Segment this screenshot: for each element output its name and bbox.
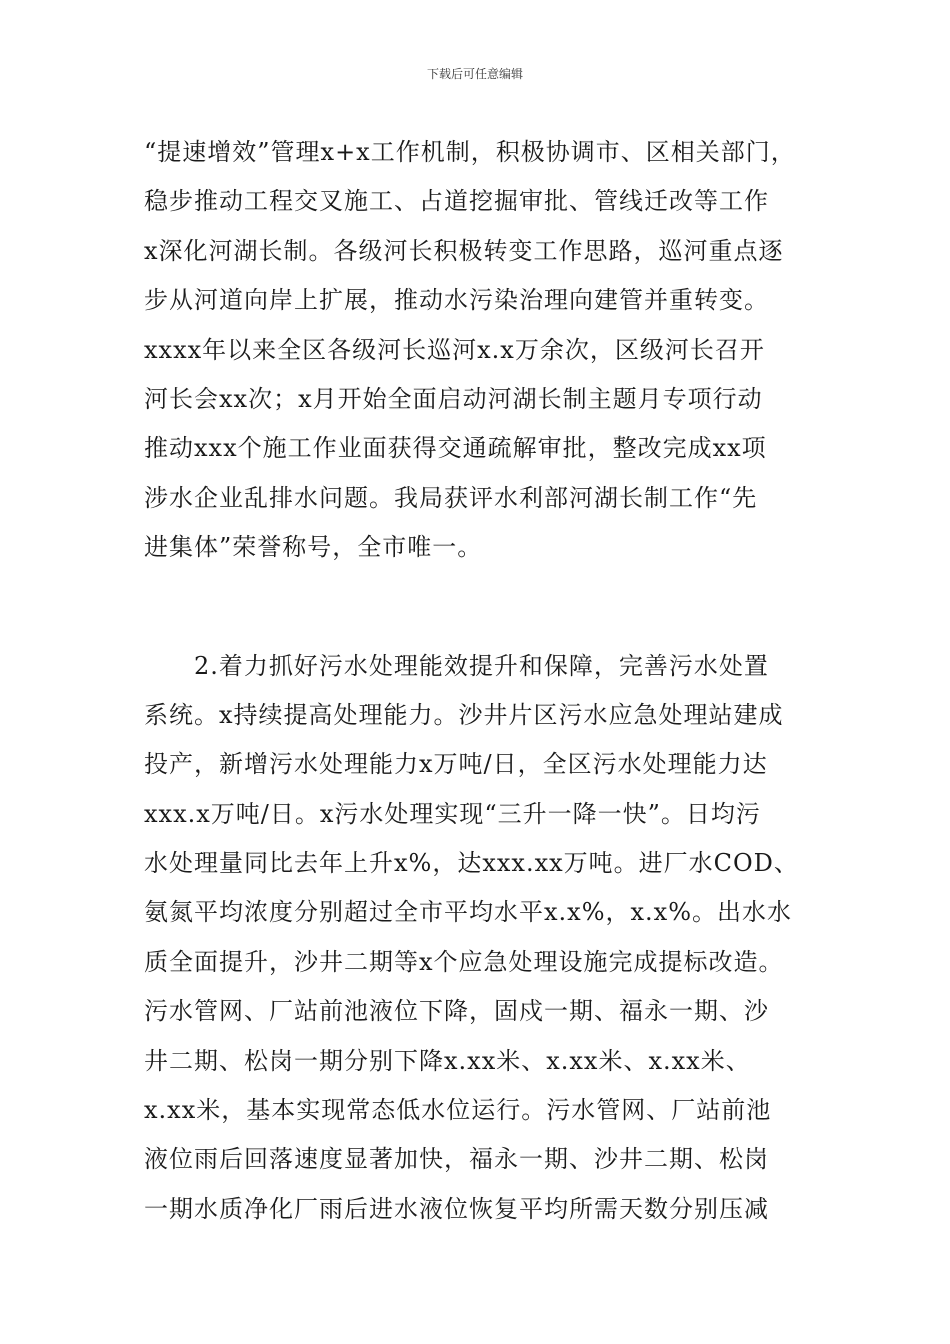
text-line: 污水管网、厂站前池液位下降，固戍一期、福永一期、沙 <box>144 997 769 1026</box>
text-line: 2.着力抓好污水处理能效提升和保障，完善污水处置 <box>194 651 769 680</box>
text-line: 步从河道向岸上扩展，推动水污染治理向建管并重转变。 <box>144 286 769 315</box>
text-line: 系统。x持续提高处理能力。沙井片区污水应急处理站建成 <box>144 700 784 729</box>
text-line: 进集体”荣誉称号，全市唯一。 <box>144 533 483 562</box>
paragraph-gap <box>144 573 824 642</box>
text-line: 一期水质净化厂雨后进水液位恢复平均所需天数分别压减 <box>144 1194 769 1223</box>
text-line: 投产，新增污水处理能力x万吨/日，全区污水处理能力达 <box>144 750 768 779</box>
text-line: 推动xxx个施工作业面获得交通疏解审批，整改完成xx项 <box>144 434 767 463</box>
text-line: 质全面提升，沙井二期等x个应急处理设施完成提标改造。 <box>144 947 784 976</box>
text-line: 涉水企业乱排水问题。我局获评水利部河湖长制工作“先 <box>144 483 758 512</box>
text-line: x.xx米，基本实现常态低水位运行。污水管网、厂站前池 <box>144 1096 772 1125</box>
text-line: 液位雨后回落速度显著加快，福永一期、沙井二期、松岗 <box>144 1145 769 1174</box>
text-line: 河长会xx次；x月开始全面启动河湖长制主题月专项行动 <box>144 384 763 413</box>
text-line: 稳步推动工程交叉施工、占道挖掘审批、管线迁改等工作 <box>144 187 769 216</box>
text-line: xxxx年以来全区各级河长巡河x.x万余次，区级河长召开 <box>144 335 765 364</box>
text-line: 井二期、松岗一期分别下降x.xx米、x.xx米、x.xx米、 <box>144 1046 751 1075</box>
page-header: 下载后可任意编辑 <box>426 67 523 81</box>
text-line: x深化河湖长制。各级河长积极转变工作思路，巡河重点逐 <box>144 236 784 265</box>
text-line: “提速增效”管理x+x工作机制，积极协调市、区相关部门， <box>144 138 796 166</box>
paragraph-river-chief <box>144 128 824 573</box>
document-body <box>144 128 824 1234</box>
text-line: xxx.x万吨/日。x污水处理实现“三升一降一快”。日均污 <box>144 799 761 828</box>
paragraph-sewage-treatment <box>144 642 824 1235</box>
text-line: 水处理量同比去年上升x%，达xxx.xx万吨。进厂水COD、 <box>144 849 799 878</box>
text-line: 氨氮平均浓度分别超过全市平均水平x.x%，x.x%。出水水 <box>144 898 793 927</box>
